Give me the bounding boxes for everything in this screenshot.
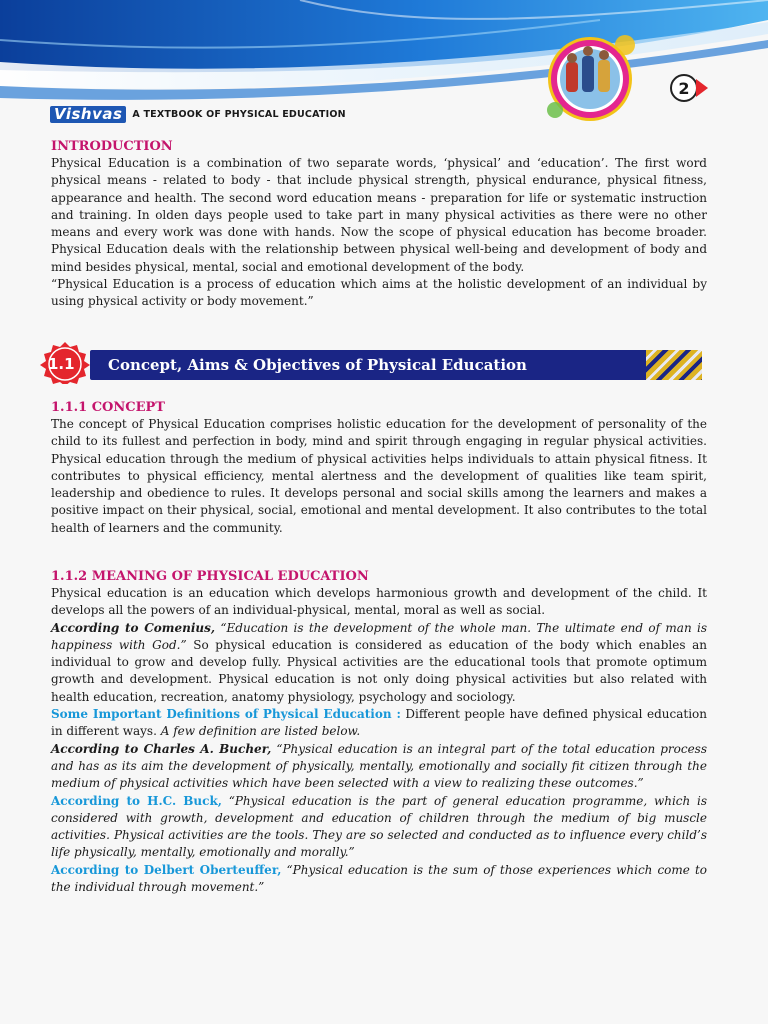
intro-section <box>51 138 707 311</box>
page-arrow-icon <box>696 79 708 97</box>
meaning-paragraph: Physical education is an education which develops harmonious growth and development of the child. It develops all the powers of an individual-physical, mental, moral as well as social. <box>51 586 707 618</box>
buck-paragraph <box>51 793 707 862</box>
definitions-label: Some Important Definitions of Physical Education : <box>51 707 401 722</box>
banner-stripes <box>646 350 702 380</box>
comenius-rest: So physical education is considered as education of the body which enables an individual to grow and develop fully. Physical activities are the educational tools that promote optimum growth and development. Physical education is not only doing physical activities but also related with health education, recreation, anatomy physiology, psychology and sociology. <box>51 637 707 704</box>
definitions-ital: A few definition are listed below. <box>160 724 361 739</box>
banner-bar <box>90 350 702 380</box>
buck-label: According to H.C. Buck, <box>51 793 222 808</box>
concept-section <box>51 399 707 537</box>
buck-quote: “Physical education is the part of general education programme, which is considered with growth, development and education of children through the medium of big muscle activities. Physical activities are the tools. They are so selected and conducted as to influence every child’s life physically, mentally, emotionally and morally.” <box>51 793 707 860</box>
meaning-heading: 1.1.2 MEANING OF PHYSICAL EDUCATION <box>51 569 369 584</box>
oberteuffer-label: According to Delbert Oberteuffer, <box>51 862 282 877</box>
brand-block <box>50 106 346 123</box>
comenius-paragraph <box>51 620 707 706</box>
comenius-quote: “Education is the development of the whole man. The ultimate end of man is happiness with God.” <box>51 620 707 652</box>
bucher-paragraph <box>51 741 707 793</box>
section-number: 1.1 <box>48 355 75 373</box>
concept-paragraph: The concept of Physical Education comprises holistic education for the development of personality of the child to its fullest and perfection in body, mind and spirit through engaging in regular physical activities. Physical education through the medium of physical activities helps individuals to attain physical fitness. It contributes to physical efficiency, mental alertness and the development of qualities like team spirit, leadership and obedience to rules. It develops personal and social skills among the learners and makes a positive impact on their physical, social, emotional and mental development. It also contributes to the total health of learners and the community. <box>51 417 707 535</box>
concept-heading: 1.1.1 CONCEPT <box>51 400 165 415</box>
comenius-label: According to Comenius, <box>51 620 216 635</box>
page-header <box>0 0 768 130</box>
bucher-quote: “Physical education is an integral part of the total education process and has as its aim the development of physically, mentally, emotionally and socially fit citizen through the medium of physical activities which have been selected with a view to realizing these outcomes.” <box>51 741 707 791</box>
intro-paragraph: Physical Education is a combination of two separate words, ‘physical’ and ‘education’. The first word physical means - related to body - that include physical strength, physical endurance, physical fitness, appearance and health. The second word education means - preparation for life or systematic instruction and training. In olden days people used to take part in many physical activities as there were no other means and every work was done with hands. Now the scope of physical education has become broader. Physical Education deals with the relationship between physical well-being and development of body and mind besides physical, mental, social and emotional development of the body. <box>51 156 707 274</box>
definitions-paragraph <box>51 706 707 741</box>
oberteuffer-quote: “Physical education is the sum of those experiences which come to the individual through movement.” <box>51 862 708 895</box>
oberteuffer-paragraph <box>51 862 707 897</box>
brand-logo: Vishvas <box>50 106 126 123</box>
meaning-section <box>51 568 707 896</box>
intro-quote: “Physical Education is a process of education which aims at the holistic development of an individual by using physical activity or body movement.” <box>51 277 707 309</box>
section-title: Concept, Aims & Objectives of Physical Education <box>108 356 527 374</box>
section-banner <box>40 344 704 382</box>
bucher-label: According to Charles A. Bucher, <box>51 741 272 756</box>
book-title: A TEXTBOOK OF PHYSICAL EDUCATION <box>132 109 346 120</box>
page-number: 2 <box>670 74 698 102</box>
intro-heading: INTRODUCTION <box>51 139 173 154</box>
definitions-rest: Different people have defined physical education in different ways. <box>51 707 708 739</box>
